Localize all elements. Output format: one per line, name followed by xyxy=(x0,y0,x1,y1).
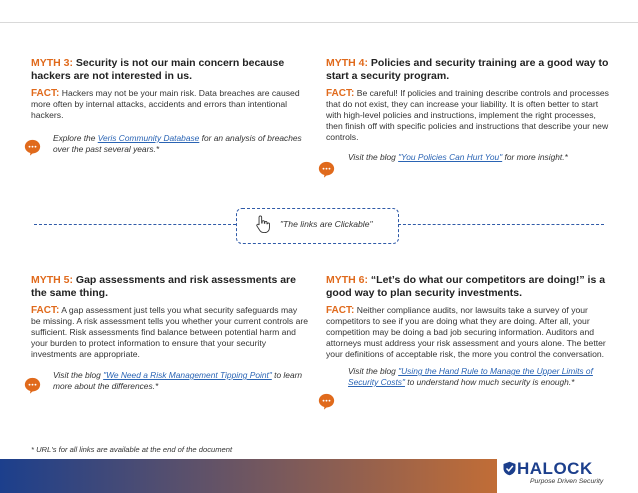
pointing-hand-icon xyxy=(254,214,272,234)
myth-5-fact: FACT: A gap assessment just tells you what security safeguards may be missing. A risk assessment tells you whether your current controls are sufficient. Risk assessments find balance between potential harm and your burden to protect information to ensure that your security investments are appropriate. xyxy=(31,305,309,359)
halock-tagline: Purpose Driven Security xyxy=(530,478,604,485)
top-divider xyxy=(0,22,638,23)
myth-3-section xyxy=(31,57,308,155)
halock-shield-icon xyxy=(502,461,517,476)
chat-bubble-icon xyxy=(318,161,335,178)
risk-management-tipping-point-link[interactable]: "We Need a Risk Management Tipping Point" xyxy=(103,370,272,380)
myth-3-fact: FACT: Hackers may not be your main risk. Data breaches are caused more often by internal attacks, accidents and errors than intentional hackers. xyxy=(31,88,300,120)
myth-3-note: Explore the Veris Community Database for an analysis of breaches over the past several years.* xyxy=(53,133,302,154)
dashed-divider-left xyxy=(34,224,236,225)
myth-4-note: Visit the blog "You Policies Can Hurt You" for more insight.* xyxy=(348,152,568,162)
chat-bubble-icon xyxy=(318,393,335,410)
policies-can-hurt-you-link[interactable]: "You Policies Can Hurt You" xyxy=(398,152,503,162)
myth-6-note: Visit the blog "Using the Hand Rule to Manage the Upper Limits of Security Costs" to understand how much security is enough.* xyxy=(348,366,593,387)
myth-5-title: MYTH 5: Gap assessments and risk assessments are the same thing. xyxy=(31,274,296,299)
myth-6-title: MYTH 6: “Let’s do what our competitors are doing!” is a good way to plan security investments. xyxy=(326,274,606,299)
myth-6-fact: FACT: Neither compliance audits, nor lawsuits take a survey of your competitors to see if you are doing what they are doing. After all, your competition may be doing a bad job securing information. Auditors and attorneys must address your risk assessment and yours alone. The better your definitions of acceptable risk, the more you control the conversation. xyxy=(326,305,606,359)
myth-3-title: MYTH 3: Security is not our main concern because hackers are not interested in us. xyxy=(31,57,285,82)
myth-5-note: Visit the blog "We Need a Risk Management Tipping Point" to learn more about the differences.* xyxy=(53,370,303,391)
myth-5-section xyxy=(31,274,309,392)
top-bar xyxy=(0,0,638,22)
myth-6-section xyxy=(326,274,610,388)
myth-4-section xyxy=(326,57,610,163)
hand-rule-security-costs-link[interactable]: "Using the Hand Rule to Manage the Upper Limits of Security Costs" xyxy=(348,366,593,387)
halock-logo xyxy=(497,457,638,493)
myth-4-title: MYTH 4: Policies and security training are a good way to start a security program. xyxy=(326,57,609,82)
veris-community-database-link[interactable]: Veris Community Database xyxy=(97,133,200,143)
chat-bubble-icon xyxy=(24,139,41,156)
dashed-divider-right xyxy=(398,224,604,225)
footnote: * URL's for all links are available at the end of the document xyxy=(31,445,233,454)
myth-4-fact: FACT: Be careful! If policies and training describe controls and processes that do not exist, they can increase your liability. It is often better to start with high-level policies and instructions, implement the right processes, then finish off with specific policies and instructions that describe your new controls. xyxy=(326,88,609,142)
halock-logo-text: HALOCK xyxy=(517,459,593,478)
chat-bubble-icon xyxy=(24,377,41,394)
links-clickable-note: "The links are Clickable" xyxy=(280,219,373,229)
